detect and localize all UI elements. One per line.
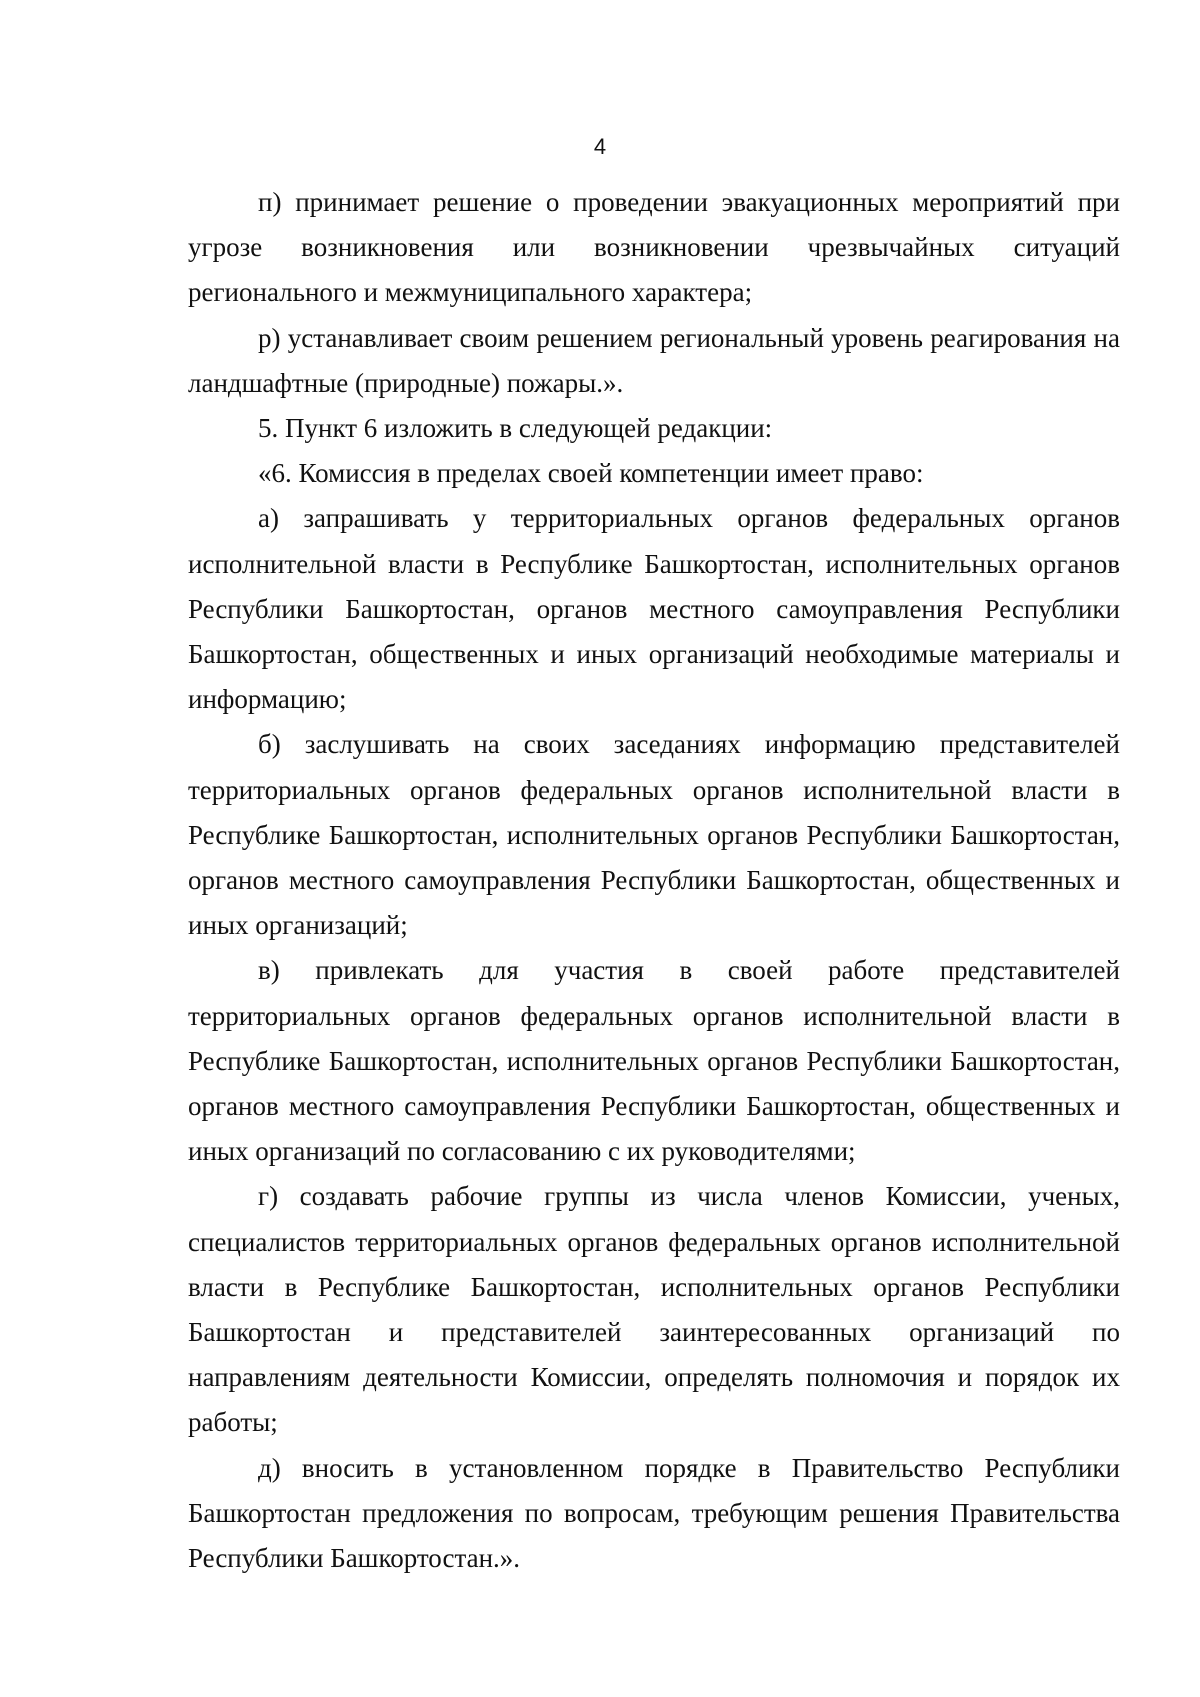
paragraph-r: р) устанавливает своим решением региональный уровень реагирования на ландшафтные (природные) пожары.». [188, 322, 1120, 398]
paragraph-v: в) привлекать для участия в своей работе представителей территориальных органов федеральных органов исполнительной власти в Республике Башкортостан, исполнительных органов Республики Башкортостан, органов местного самоуправления Республики Башкортостан, общественных и иных организаций по согласованию с их руководителями; [188, 955, 1120, 1167]
paragraph-item-5: 5. Пункт 6 изложить в следующей редакции: [258, 413, 773, 444]
paragraph-a: а) запрашивать у территориальных органов федеральных органов исполнительной власти в Республике Башкортостан, исполнительных органов Республики Башкортостан, органов местного самоуправления Республики Башкортостан, общественных и иных организаций необходимые материалы и информацию; [188, 503, 1120, 715]
page-number: 4 [593, 134, 607, 159]
paragraph-b: б) заслушивать на своих заседаниях информацию представителей территориальных органов федеральных органов исполнительной власти в Республике Башкортостан, исполнительных органов Республики Башкортостан, органов местного самоуправления Республики Башкортостан, общественных и иных организаций; [188, 729, 1120, 941]
document-body [188, 180, 1120, 1581]
paragraph-item-6-intro: «6. Комиссия в пределах своей компетенции имеет право: [258, 458, 924, 489]
paragraph-p: п) принимает решение о проведении эвакуационных мероприятий при угрозе возникновения или возникновении чрезвычайных ситуаций регионального и межмуниципального характера; [188, 187, 1120, 308]
paragraph-g: г) создавать рабочие группы из числа членов Комиссии, ученых, специалистов территориальных органов федеральных органов исполнительной власти в Республике Башкортостан, исполнительных органов Республики Башкортостан и представителей заинтересованных организаций по направлениям деятельности Комиссии, определять полномочия и порядок их работы; [188, 1181, 1120, 1438]
paragraph-d: д) вносить в установленном порядке в Правительство Республики Башкортостан предложения по вопросам, требующим решения Правительства Республики Башкортостан.». [188, 1452, 1120, 1574]
